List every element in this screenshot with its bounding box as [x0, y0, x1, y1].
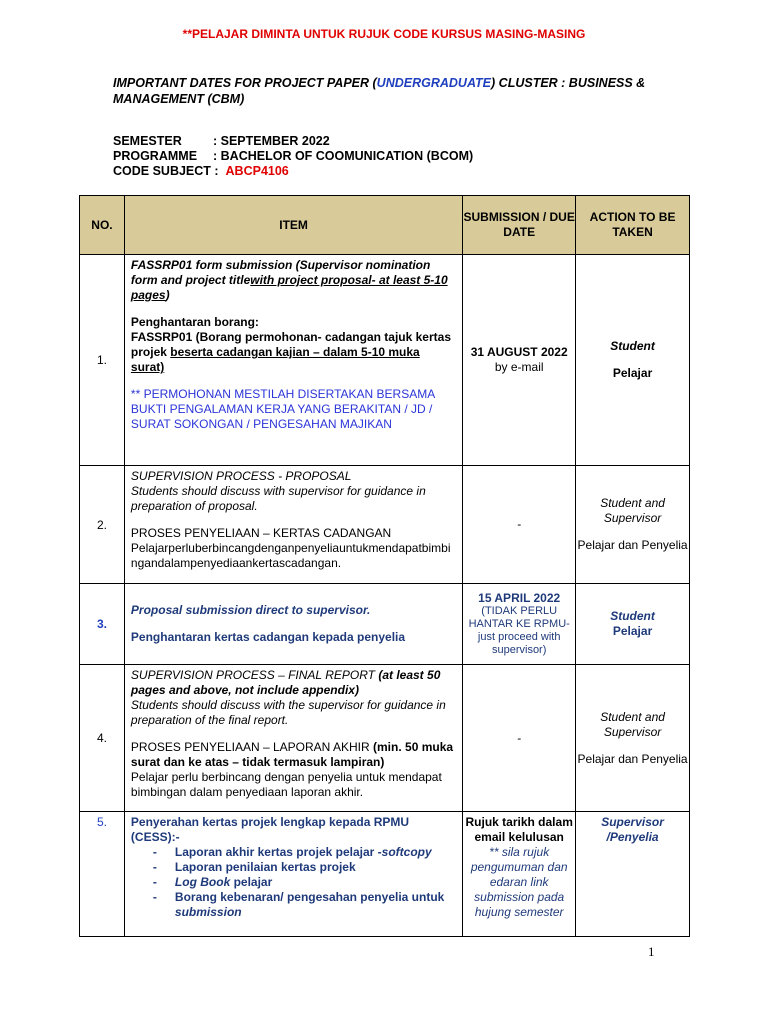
row-number: 4.: [80, 665, 125, 812]
code-value: ABCP4106: [225, 164, 289, 178]
row-item: SUPERVISION PROCESS – FINAL REPORT (at least 50 pages and above, not include appendix) Students should discuss with the supervisor for guidance in preparation of the final report. PROSES PENYELIAAN – LAPORAN AKHIR (min. 50 muka surat dan ke atas – tidak termasuk lampiran) Pelajar perlu berbincang dengan penyelia untuk mendapat bimbingan dalam penyediaan laporan akhir.: [124, 665, 462, 812]
table-row: [80, 584, 690, 665]
table-row: [80, 812, 690, 937]
table-row: [80, 255, 690, 466]
programme-label: PROGRAMME: [113, 149, 198, 163]
row-number: 5.: [80, 812, 125, 937]
code-label: CODE SUBJECT :: [113, 164, 223, 178]
document-title: [113, 75, 673, 107]
important-dates-table: [79, 195, 690, 937]
row-action: Student and Supervisor Pelajar dan Penyelia: [576, 466, 690, 584]
header-no: NO.: [80, 196, 125, 255]
requirement-note: ** PERMOHONAN MESTILAH DISERTAKAN BERSAMA BUKTI PENGALAMAN KERJA YANG BERAKITAN / JD / SURAT SOKONGAN / PENGESAHAN MAJIKAN: [130, 387, 435, 431]
row-item: Penyerahan kertas projek lengkap kepada RPMU (CESS):- - Laporan akhir kertas projek pelajar -softcopy - Laporan penilaian kertas projek - Log Book pelajar - Borang kebenaran/ pengesahan penyelia untuk submission: [124, 812, 462, 937]
semester-label: SEMESTER: [113, 134, 182, 148]
list-item: - Laporan penilaian kertas projek: [147, 860, 456, 875]
programme-value: : BACHELOR OF COOMUNICATION (BCOM): [213, 149, 474, 163]
row-action: Student and Supervisor Pelajar dan Penyelia: [576, 665, 690, 812]
notice-banner: **PELAJAR DIMINTA UNTUK RUJUK CODE KURSUS MASING-MASING: [182, 27, 586, 41]
row-due: Rujuk tarikh dalam email kelulusan ** sila rujuk pengumuman dan edaran link submission pada hujung semester: [463, 812, 576, 937]
row-item: SUPERVISION PROCESS - PROPOSAL Students should discuss with supervisor for guidance in preparation of proposal. PROSES PENYELIAAN – KERTAS CADANGAN Pelajarperluberbincangdenganpenyeliauntukmendapatbimbingandalampenyediaankertascadangan.: [124, 466, 462, 584]
submission-list: [147, 845, 456, 920]
row-due: -: [463, 665, 576, 812]
row-action: Supervisor /Penyelia: [576, 812, 690, 937]
row-due: 31 AUGUST 2022 by e-mail: [463, 255, 576, 466]
list-item: - Laporan akhir kertas projek pelajar -softcopy: [147, 845, 456, 860]
title-text-pre: IMPORTANT DATES FOR PROJECT PAPER (: [113, 76, 377, 90]
table-row: [80, 665, 690, 812]
semester-value: : SEPTEMBER 2022: [213, 134, 330, 148]
row-number: 1.: [80, 255, 125, 466]
header-action: ACTION TO BE TAKEN: [576, 196, 690, 255]
title-text-post: ) CLUSTER : BUSINESS & MANAGEMENT (CBM): [113, 76, 646, 106]
row-item: Proposal submission direct to supervisor. Penghantaran kertas cadangan kepada penyelia: [124, 584, 462, 665]
table-row: [80, 466, 690, 584]
course-meta: [113, 134, 473, 179]
row-item: FASSRP01 form submission (Supervisor nomination form and project titlewith project proposal- at least 5-10 pages) Penghantaran borang: FASSRP01 (Borang permohonan- cadangan tajuk kertas projek beserta cadangan kajian – dalam 5-10 muka surat) ** PERMOHONAN MESTILAH DISERTAKAN BERSAMA BUKTI PENGALAMAN KERJA YANG BERAKITAN / JD / SURAT SOKONGAN / PENGESAHAN MAJIKAN: [124, 255, 462, 466]
row-number: 2.: [80, 466, 125, 584]
row-action: Student Pelajar: [576, 584, 690, 665]
list-item: - Borang kebenaran/ pengesahan penyelia untuk submission: [147, 890, 456, 920]
row-due: 15 APRIL 2022 (TIDAK PERLU HANTAR KE RPMU- just proceed with supervisor): [463, 584, 576, 665]
title-highlight: UNDERGRADUATE: [376, 76, 492, 90]
header-item: ITEM: [124, 196, 462, 255]
row-action: Student Pelajar: [576, 255, 690, 466]
table-header-row: [80, 196, 690, 255]
row-number: 3.: [80, 584, 125, 665]
header-due: SUBMISSION / DUE DATE: [463, 196, 576, 255]
row-due: -: [463, 466, 576, 584]
list-item: - Log Book pelajar: [147, 875, 456, 890]
page-number: 1: [648, 944, 655, 959]
